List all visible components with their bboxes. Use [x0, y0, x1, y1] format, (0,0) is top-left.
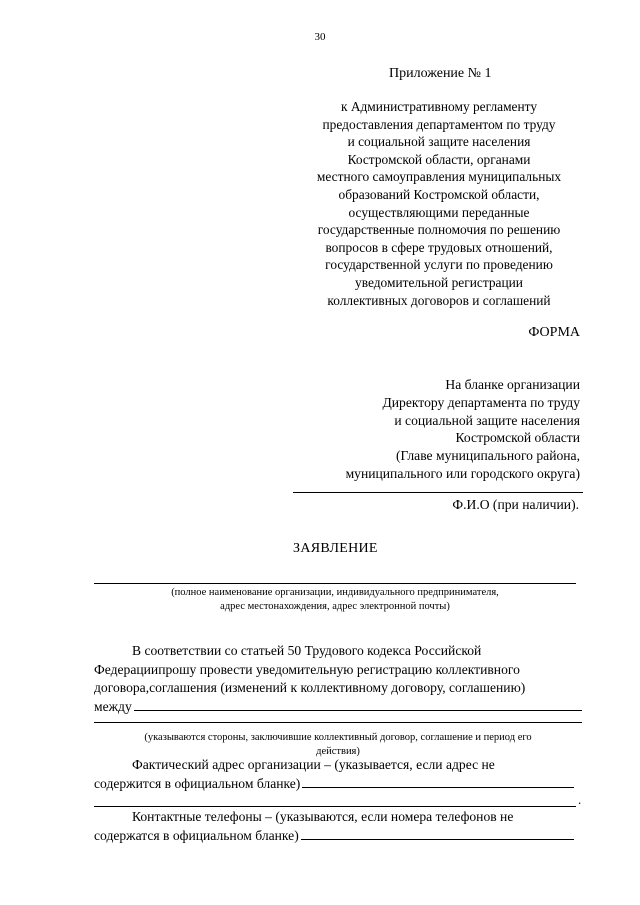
organization-caption	[94, 586, 576, 613]
addressee-line: На бланке организации	[445, 377, 580, 392]
organization-blank-line	[94, 583, 576, 584]
appendix-title: Приложение № 1	[389, 66, 492, 81]
appendix-line: Костромской области, органами	[347, 151, 531, 167]
form-label: ФОРМА	[528, 325, 580, 340]
addressee-line: Директору департамента по труду	[382, 394, 580, 410]
caption-line: (полное наименование организации, индивидуального предпринимателя,	[171, 587, 499, 598]
addressee-line: (Главе муниципального района,	[396, 448, 580, 464]
addressee-line: и социальной защите населения	[394, 412, 580, 428]
paragraph-line	[94, 698, 582, 717]
address-paragraph	[94, 756, 582, 793]
appendix-line: коллективных договоров и соглашений	[327, 292, 551, 308]
paragraph-line	[94, 679, 582, 698]
paragraph-text: Федерациипрошу провести уведомительную регистрацию коллективного	[94, 661, 520, 677]
phones-blank	[301, 827, 574, 840]
address-blank	[302, 775, 574, 788]
appendix-reference-block	[292, 98, 586, 309]
caption-line: действия)	[316, 745, 360, 757]
paragraph-text: договора,соглашения (изменений к коллективному договору, соглашению)	[94, 680, 526, 696]
paragraph-line	[94, 775, 582, 794]
appendix-line: местного самоуправления муниципальных	[316, 169, 562, 185]
appendix-line: вопросов в сфере трудовых отношений,	[325, 239, 553, 255]
parties-blank	[134, 698, 582, 711]
fio-label: Ф.И.О (при наличии).	[452, 497, 579, 512]
parties-blank-line	[94, 722, 582, 723]
fio-blank-line	[293, 492, 583, 493]
caption-line: (указываются стороны, заключившие коллективный договор, соглашение и период его	[144, 732, 532, 743]
paragraph-line	[94, 661, 582, 680]
main-paragraph	[94, 642, 582, 716]
paragraph-line	[94, 756, 582, 775]
address-blank-line	[94, 806, 576, 807]
address-end-dot: .	[578, 792, 582, 807]
appendix-line: образований Костромской области,	[338, 186, 540, 202]
appendix-line: к Административному регламенту	[340, 99, 538, 114]
addressee-block	[346, 376, 580, 483]
appendix-line: предоставления департаментом по труду	[322, 116, 556, 132]
appendix-line: уведомительной регистрации	[355, 274, 523, 290]
paragraph-text: Фактический адрес организации – (указывается, если адрес не	[132, 757, 495, 772]
paragraph-text: содержится в официальном бланке)	[94, 775, 301, 791]
paragraph-text: В соответствии со статьей 50 Трудового кодекса Российской	[132, 643, 482, 658]
appendix-line: осуществляющими переданные	[348, 204, 530, 220]
paragraph-text: между	[94, 698, 132, 714]
addressee-line: муниципального или городского округа)	[345, 465, 580, 481]
appendix-line: и социальной защите населения	[347, 134, 531, 150]
paragraph-line	[94, 642, 582, 661]
parties-caption	[94, 731, 582, 758]
paragraph-text: содержатся в официальном бланке)	[94, 827, 299, 843]
addressee-line: Костромской области	[455, 430, 580, 446]
caption-line: адрес местонахождения, адрес электронной почты)	[220, 600, 450, 612]
appendix-line: государственной услуги по проведению	[325, 257, 553, 273]
paragraph-line	[94, 827, 582, 846]
paragraph-line	[94, 808, 582, 827]
statement-title: ЗАЯВЛЕНИЕ	[293, 541, 378, 556]
page-number: 30	[314, 31, 326, 43]
paragraph-text: Контактные телефоны – (указываются, если номера телефонов не	[132, 809, 514, 824]
appendix-line: государственные полномочия по решению	[317, 222, 561, 238]
phones-paragraph	[94, 808, 582, 845]
